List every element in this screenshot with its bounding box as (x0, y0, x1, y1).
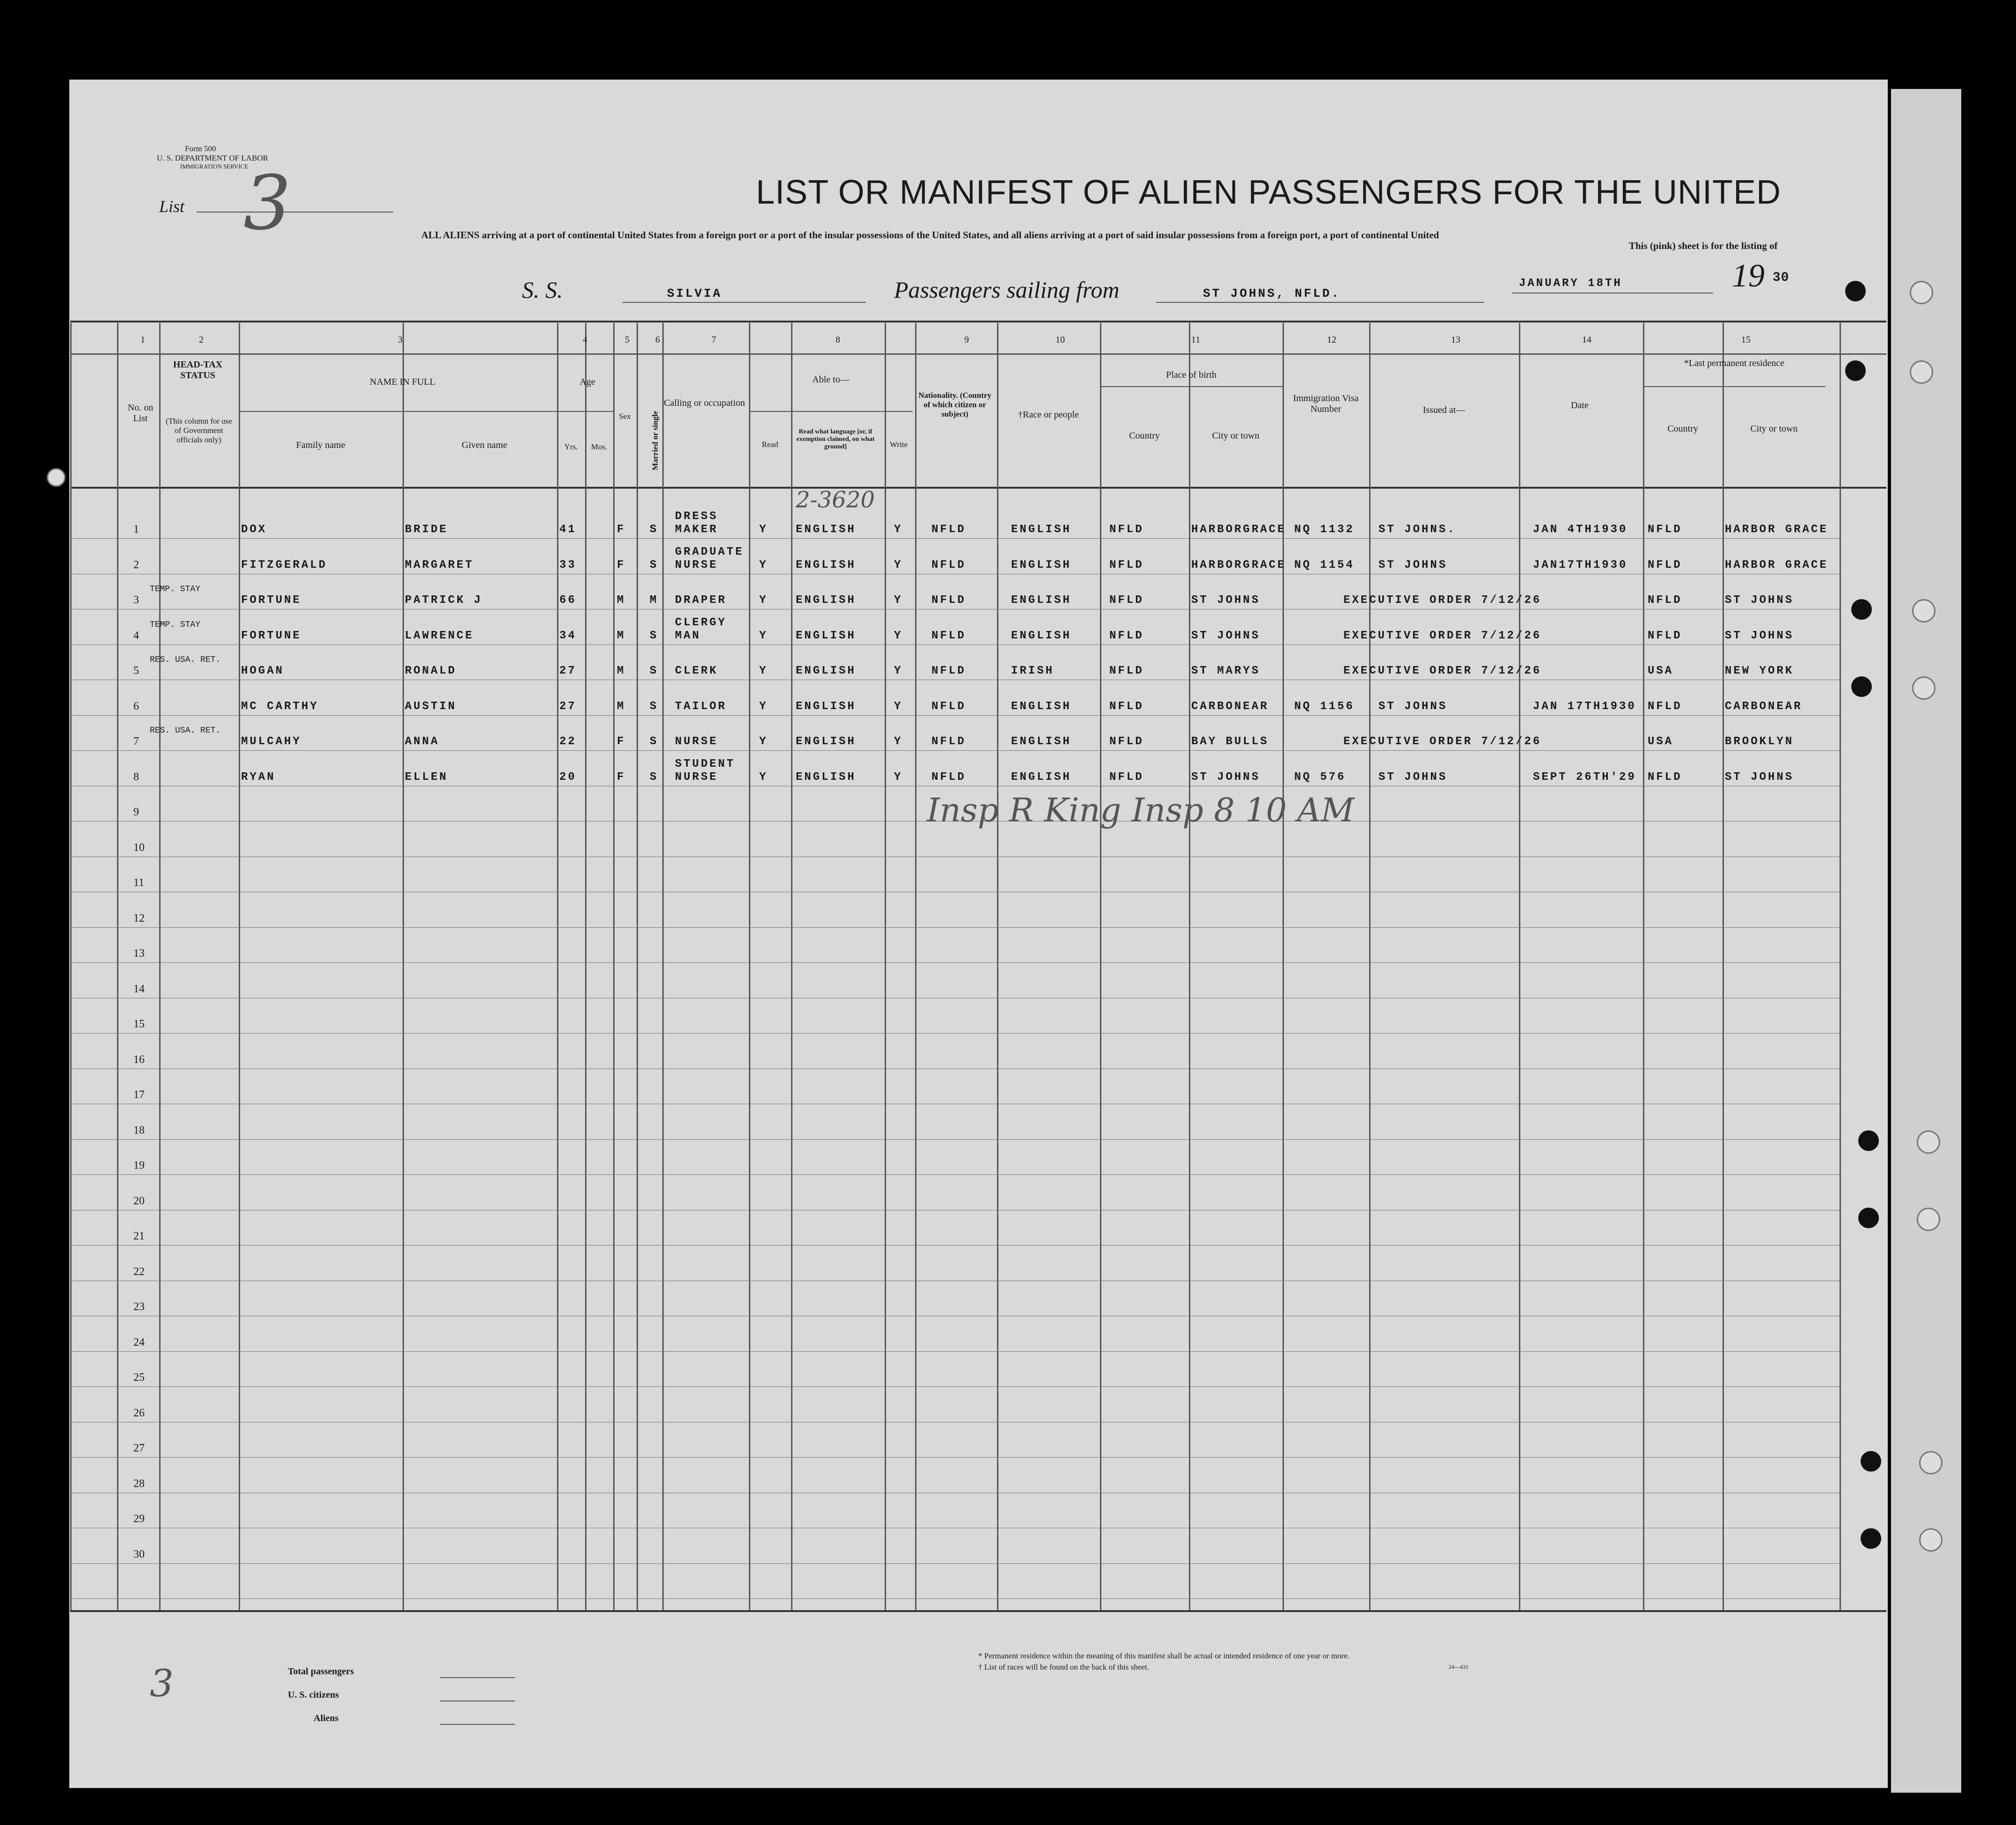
can-write: Y (894, 558, 903, 572)
row-number: 1 (133, 523, 139, 535)
col-birth-city: City or town (1212, 431, 1260, 441)
row-rule (70, 1457, 1840, 1458)
row-number: 15 (133, 1018, 145, 1030)
nationality: NFLD (931, 558, 966, 572)
binder-hole (1917, 1130, 1940, 1154)
marital-status: S (650, 523, 659, 536)
year-prefix: 19 (1732, 258, 1765, 294)
row-number: 29 (133, 1513, 145, 1525)
corner-mark: 3 (150, 1662, 174, 1705)
race: ENGLISH (1011, 594, 1071, 607)
given-name: LAWRENCE (405, 629, 474, 642)
column-rule (1723, 323, 1724, 1610)
binder-hole (1910, 360, 1933, 384)
marital-status: S (650, 735, 659, 748)
column-rule (915, 323, 916, 1610)
issue-date: JAN17TH1930 (1533, 558, 1628, 572)
sex: F (617, 735, 626, 748)
row-number: 26 (133, 1407, 145, 1419)
column-rule (791, 323, 792, 1610)
column-number: 13 (1451, 335, 1460, 345)
issued-at: ST JOHNS (1378, 700, 1448, 713)
row-rule (70, 750, 1840, 751)
column-rule (403, 323, 404, 1610)
row-number: 5 (133, 665, 139, 677)
age-years: 41 (559, 523, 577, 536)
residence-city: HARBOR GRACE (1725, 523, 1828, 536)
residence-country: NFLD (1648, 770, 1682, 784)
sex: F (617, 770, 626, 784)
head-tax-status: TEMP. STAY (150, 620, 201, 630)
visa-number: NQ 1132 (1294, 523, 1355, 536)
column-rule (70, 323, 72, 1610)
row-rule (70, 1598, 1840, 1599)
col-place-of-birth: Place of birth (1166, 370, 1217, 380)
residence-country: NFLD (1648, 523, 1682, 536)
birth-country: NFLD (1109, 594, 1144, 607)
binder-hole (1919, 1451, 1943, 1474)
column-number: 5 (625, 335, 630, 345)
sailing-date: JANUARY 18TH (1519, 277, 1622, 290)
can-read: Y (759, 558, 768, 572)
col-read: Read (762, 440, 778, 449)
row-number: 2 (133, 558, 139, 571)
col-issued-at: Issued at— (1422, 405, 1466, 415)
marital-status: S (650, 629, 659, 642)
race: ENGLISH (1011, 523, 1071, 536)
row-rule (70, 962, 1840, 963)
col-mos: Mos. (591, 442, 608, 451)
marital-status: S (650, 770, 659, 784)
issue-date: JAN 4TH1930 (1533, 523, 1628, 536)
can-read: Y (759, 594, 768, 607)
age-years: 22 (559, 735, 577, 748)
binder-hole (1861, 1528, 1881, 1549)
footer-total-label: Total passengers (288, 1666, 354, 1677)
can-read: Y (759, 770, 768, 784)
department: U. S. DEPARTMENT OF LABOR (157, 154, 268, 162)
age-years: 66 (559, 594, 577, 607)
birth-city: ST JOHNS (1191, 629, 1261, 642)
age-years: 34 (559, 629, 577, 642)
language: ENGLISH (796, 665, 856, 677)
row-rule (70, 1174, 1840, 1175)
can-read: Y (759, 629, 768, 642)
column-rule (613, 323, 615, 1610)
residence-country: USA (1648, 735, 1674, 748)
footer-citizens-label: U. S. citizens (288, 1690, 339, 1700)
visa-number: NQ 1154 (1294, 558, 1355, 572)
visa-number: EXECUTIVE ORDER 7/12/26 (1343, 735, 1542, 748)
occupation: CLERGY MAN (675, 616, 727, 642)
column-rule (1283, 323, 1284, 1610)
residence-city: ST JOHNS (1725, 770, 1794, 784)
occupation: DRESS MAKER (675, 510, 718, 536)
col-res-city: City or town (1750, 424, 1798, 434)
row-number: 27 (133, 1442, 145, 1454)
binder-hole (1858, 1208, 1879, 1228)
language: ENGLISH (796, 558, 856, 572)
footnote-races: † List of races will be found on the back of this sheet. (978, 1663, 1149, 1671)
col-birth-country: Country (1129, 431, 1160, 441)
col-no-on-list: No. on List (127, 403, 154, 424)
row-rule (70, 538, 1840, 539)
given-name: ELLEN (405, 770, 448, 784)
can-read: Y (759, 665, 768, 677)
age-years: 27 (559, 665, 577, 677)
race: ENGLISH (1011, 735, 1071, 748)
binder-hole (1845, 281, 1866, 301)
head-tax-status: RES. USA. RET. (150, 726, 221, 735)
inspector-signature: Insp R King Insp 8 10 AM (927, 791, 1355, 829)
row-number: 16 (133, 1053, 145, 1066)
birth-country: NFLD (1109, 629, 1144, 642)
column-rule (1369, 323, 1371, 1610)
sex: M (617, 700, 626, 713)
family-name: FORTUNE (241, 629, 301, 642)
row-number: 10 (133, 841, 145, 854)
nationality: NFLD (931, 665, 966, 677)
sex: M (617, 594, 626, 607)
age-years: 20 (559, 770, 577, 784)
col-date: Date (1571, 400, 1589, 410)
occupation: DRAPER (675, 594, 727, 607)
column-rule (1189, 323, 1190, 1610)
col-write: Write (889, 440, 908, 449)
subtitle-1: ALL ALIENS arriving at a port of continental United States from a foreign port or a port of the insular possessions of the United States, and all aliens arriving at a port of said insular possessions from a foreign port, a port of continental United (421, 229, 1439, 241)
column-number: 8 (836, 335, 840, 345)
row-number: 4 (133, 629, 139, 642)
row-rule (70, 927, 1840, 928)
column-number: 14 (1582, 335, 1591, 345)
given-name: RONALD (405, 665, 457, 677)
row-rule (70, 1386, 1840, 1387)
col-last-residence: *Last permanent residence (1684, 358, 1785, 368)
column-number: 6 (655, 335, 660, 345)
language: ENGLISH (796, 770, 856, 784)
col-name-in-full: NAME IN FULL (370, 377, 435, 387)
residence-country: NFLD (1648, 558, 1682, 572)
manifest-sheet (69, 80, 1888, 1788)
column-rule (117, 323, 118, 1610)
residence-city: ST JOHNS (1725, 594, 1794, 607)
column-number: 3 (398, 335, 403, 345)
visa-number: NQ 1156 (1294, 700, 1355, 713)
column-rule (885, 323, 886, 1610)
column-rule (1840, 323, 1841, 1610)
col-head-tax-note: (This column for use of Government officials only) (165, 417, 233, 444)
ss-label: S. S. (522, 277, 563, 303)
can-write: Y (894, 665, 903, 677)
column-number: 11 (1191, 335, 1201, 345)
row-rule (70, 1139, 1840, 1140)
binder-hole (1912, 599, 1935, 623)
binder-hole (1861, 1451, 1881, 1472)
family-name: FORTUNE (241, 594, 301, 607)
race: ENGLISH (1011, 700, 1071, 713)
given-name: ANNA (405, 735, 440, 748)
binder-hole (1919, 1528, 1943, 1552)
birth-city: ST MARYS (1191, 665, 1261, 677)
row-number: 6 (133, 700, 139, 712)
residence-country: NFLD (1648, 700, 1682, 713)
age-years: 33 (559, 558, 577, 572)
col-visa: Immigration Visa Number (1293, 393, 1359, 414)
column-rule (997, 323, 998, 1610)
binder-hole (1845, 360, 1866, 381)
row-number: 8 (133, 770, 139, 783)
form-number: Form 500 (185, 144, 216, 153)
subtitle-2: This (pink) sheet is for the listing of (1629, 240, 1778, 251)
language: ENGLISH (796, 735, 856, 748)
occupation: NURSE (675, 735, 718, 748)
visa-number: EXECUTIVE ORDER 7/12/26 (1343, 594, 1542, 607)
nationality: NFLD (931, 629, 966, 642)
sex: F (617, 558, 626, 572)
column-rule (239, 323, 240, 1610)
can-read: Y (759, 523, 768, 536)
family-name: RYAN (241, 770, 276, 784)
row-number: 24 (133, 1336, 145, 1349)
row-number: 13 (133, 947, 145, 960)
row-number: 20 (133, 1195, 145, 1207)
col-read-language: Read what language [or, if exemption claimed, on what ground] (796, 428, 875, 450)
birth-country: NFLD (1109, 770, 1144, 784)
family-name: FITZGERALD (241, 558, 328, 572)
column-number: 2 (199, 335, 204, 345)
race: ENGLISH (1011, 558, 1071, 572)
can-write: Y (894, 770, 903, 784)
row-number: 30 (133, 1548, 145, 1561)
occupation: STUDENT NURSE (675, 757, 735, 784)
residence-city: ST JOHNS (1725, 629, 1794, 642)
sex: F (617, 523, 626, 536)
given-name: MARGARET (405, 558, 474, 572)
port: ST JOHNS, NFLD. (1203, 286, 1341, 301)
row-number: 25 (133, 1371, 145, 1384)
col-age: Age (579, 377, 595, 387)
race: ENGLISH (1011, 629, 1071, 642)
row-number: 14 (133, 982, 145, 995)
sailing-label: Passengers sailing from (894, 277, 1120, 303)
col-family-name: Family name (296, 440, 345, 450)
column-rule (637, 323, 638, 1610)
can-write: Y (894, 594, 903, 607)
can-read: Y (759, 700, 768, 713)
handwritten-code: 2-3620 (796, 487, 875, 513)
language: ENGLISH (796, 523, 856, 536)
column-rule (585, 323, 586, 1610)
service: IMMIGRATION SERVICE (180, 163, 249, 170)
nationality: NFLD (931, 770, 966, 784)
list-number: 3 (243, 159, 291, 247)
given-name: PATRICK J (405, 594, 483, 607)
col-race: †Race or people (1018, 410, 1079, 420)
residence-city: HARBOR GRACE (1725, 558, 1828, 572)
nationality: NFLD (931, 594, 966, 607)
binder-hole (47, 468, 66, 487)
row-number: 11 (133, 877, 145, 889)
marital-status: S (650, 700, 659, 713)
column-rule (159, 323, 161, 1610)
binder-hole (1917, 1208, 1940, 1231)
row-number: 28 (133, 1477, 145, 1490)
language: ENGLISH (796, 629, 856, 642)
given-name: AUSTIN (405, 700, 457, 713)
column-rule (1643, 323, 1644, 1610)
can-write: Y (894, 700, 903, 713)
column-number: 9 (964, 335, 969, 345)
col-res-country: Country (1667, 424, 1698, 434)
marital-status: S (650, 558, 659, 572)
row-number: 18 (133, 1124, 145, 1136)
row-number: 7 (133, 735, 139, 748)
column-number: 10 (1056, 335, 1065, 345)
row-number: 19 (133, 1159, 145, 1172)
race: ENGLISH (1011, 770, 1071, 784)
column-number: 15 (1741, 335, 1751, 345)
visa-number: NQ 576 (1294, 770, 1346, 784)
birth-city: BAY BULLS (1191, 735, 1269, 748)
column-rule (1100, 323, 1101, 1610)
residence-city: BROOKLYN (1725, 735, 1794, 748)
col-head-tax: HEAD-TAX STATUS (173, 359, 223, 381)
visa-number: EXECUTIVE ORDER 7/12/26 (1343, 665, 1542, 677)
column-number: 7 (711, 335, 716, 345)
issue-date: JAN 17TH1930 (1533, 700, 1636, 713)
birth-city: HARBORGRACE (1191, 523, 1286, 536)
visa-number: EXECUTIVE ORDER 7/12/26 (1343, 629, 1542, 642)
row-number: 22 (133, 1265, 145, 1278)
col-sex: Sex (619, 412, 631, 421)
birth-country: NFLD (1109, 700, 1144, 713)
binder-hole (1910, 281, 1933, 304)
birth-country: NFLD (1109, 665, 1144, 677)
row-number: 12 (133, 912, 145, 924)
page-title: LIST OR MANIFEST OF ALIEN PASSENGERS FOR THE UNITED (756, 174, 1781, 211)
issue-date: SEPT 26TH'29 (1533, 770, 1636, 784)
family-name: MC CARTHY (241, 700, 319, 713)
column-number: 12 (1327, 335, 1336, 345)
column-rule (1519, 323, 1520, 1610)
footer-aliens-label: Aliens (314, 1713, 339, 1723)
nationality: NFLD (931, 700, 966, 713)
binder-hole (1851, 676, 1872, 697)
column-rule (557, 323, 558, 1610)
birth-country: NFLD (1109, 523, 1144, 536)
birth-city: HARBORGRACE (1191, 558, 1286, 572)
ship-name: SILVIA (667, 286, 722, 301)
can-write: Y (894, 629, 903, 642)
row-number: 17 (133, 1089, 145, 1101)
row-number: 3 (133, 594, 139, 606)
row-number: 23 (133, 1301, 145, 1313)
footnote-residence: * Permanent residence within the meaning of this manifest shall be actual or intended residence of one year or more. (978, 1651, 1350, 1660)
occupation: TAILOR (675, 700, 727, 713)
issued-at: ST JOHNS (1378, 770, 1448, 784)
occupation: CLERK (675, 665, 718, 677)
residence-city: CARBONEAR (1725, 700, 1803, 713)
residence-country: USA (1648, 665, 1674, 677)
issued-at: ST JOHNS (1378, 558, 1448, 572)
nationality: NFLD (931, 735, 966, 748)
row-rule (70, 1351, 1840, 1352)
col-married: Married or single (651, 410, 660, 470)
family-name: HOGAN (241, 665, 285, 677)
column-number: 4 (583, 335, 587, 345)
birth-country: NFLD (1109, 735, 1144, 748)
nationality: NFLD (931, 523, 966, 536)
row-number: 9 (133, 806, 139, 818)
can-read: Y (759, 735, 768, 748)
binder-hole (1912, 676, 1935, 700)
year-suffix: 30 (1773, 271, 1789, 285)
head-tax-status: TEMP. STAY (150, 585, 201, 594)
row-rule (70, 1245, 1840, 1246)
birth-city: ST JOHNS (1191, 594, 1261, 607)
col-nationality: Nationality. (Country of which citizen or subject) (918, 391, 991, 418)
row-number: 21 (133, 1230, 145, 1242)
col-yrs: Yrs. (564, 442, 578, 451)
form-code: 24—431 (1449, 1664, 1468, 1670)
family-name: DOX (241, 523, 267, 536)
col-able-to: Able to— (812, 374, 850, 385)
age-years: 27 (559, 700, 577, 713)
birth-city: CARBONEAR (1191, 700, 1269, 713)
family-name: MULCAHY (241, 735, 301, 748)
occupation: GRADUATE NURSE (675, 545, 744, 572)
column-number: 1 (140, 335, 145, 345)
marital-status: M (650, 594, 659, 607)
birth-city: ST JOHNS (1191, 770, 1261, 784)
issued-at: ST JOHNS. (1378, 523, 1456, 536)
col-given-name: Given name (462, 440, 507, 450)
row-rule (70, 1563, 1840, 1564)
race: IRISH (1011, 665, 1055, 677)
sex: M (617, 665, 626, 677)
residence-city: NEW YORK (1725, 665, 1794, 677)
binder-hole (1858, 1130, 1879, 1151)
residence-country: NFLD (1648, 594, 1682, 607)
column-rule (749, 323, 750, 1610)
given-name: BRIDE (405, 523, 448, 536)
sex: M (617, 629, 626, 642)
list-label: List (159, 197, 185, 216)
row-rule (70, 715, 1840, 716)
birth-country: NFLD (1109, 558, 1144, 572)
language: ENGLISH (796, 594, 856, 607)
binder-hole (1851, 599, 1872, 620)
residence-country: NFLD (1648, 629, 1682, 642)
head-tax-status: RES. USA. RET. (150, 655, 221, 665)
marital-status: S (650, 665, 659, 677)
column-rule (662, 323, 664, 1610)
language: ENGLISH (796, 700, 856, 713)
col-calling: Calling or occupation (664, 398, 745, 408)
can-write: Y (894, 735, 903, 748)
can-write: Y (894, 523, 903, 536)
